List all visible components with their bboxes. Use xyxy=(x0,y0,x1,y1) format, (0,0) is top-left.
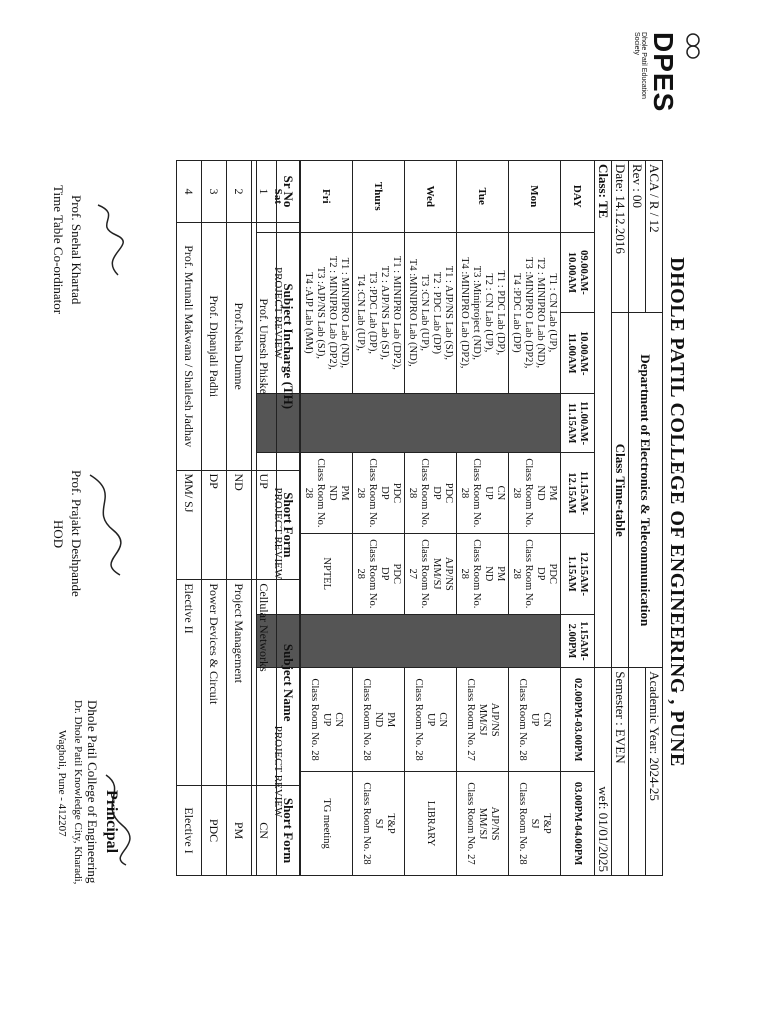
cell: 4 xyxy=(177,161,202,223)
time-slot-6: 1.15AM-2.00PM xyxy=(561,614,595,668)
period-cell: PM ND Class Room No. 28 xyxy=(509,453,561,534)
cell: Prof. Mrunali Makwana / Shailesh Jadhav xyxy=(177,222,202,470)
sat-am-cell: PROJECT REVIEW xyxy=(257,232,301,394)
class-label: Class: TE xyxy=(595,161,612,668)
coordinator-signature xyxy=(88,200,128,280)
lab-cell: T1 : PDC Lab (DP), T2 : CN Lab (UP), T3 :Miniproject (ND), T4 :MINIPRO Lab (DP2), xyxy=(457,232,509,394)
cell: Power Devices & Circuit xyxy=(202,580,227,786)
period-cell: AJP/NS MM/SJ Class Room No. 27 xyxy=(457,668,509,772)
time-slot-5: 12.15AM-1.15AM xyxy=(561,533,595,614)
time-slot-7: 02.00PM-03.00PM xyxy=(561,668,595,772)
doc-title: Class Time-table xyxy=(612,313,629,668)
coordinator-role: Time Table Co-ordinator xyxy=(51,185,66,315)
table-row xyxy=(252,161,277,876)
cell: Elective II xyxy=(177,580,202,786)
table-row xyxy=(177,161,202,876)
period-cell: AJP/NS MM/SJ Class Room No. 27 xyxy=(405,533,457,614)
stamp-line-1: Dhole Patil College of Engineering xyxy=(85,700,100,884)
row-wed xyxy=(405,161,457,876)
cell: CN xyxy=(252,786,277,876)
col-header: Subject Incharge (TH) xyxy=(277,222,300,470)
period-cell: CN UP Class Room No. 28 xyxy=(457,453,509,534)
timetable xyxy=(256,160,663,876)
table-row xyxy=(202,161,227,876)
period-cell: PDC DP Class Room No. 28 xyxy=(509,533,561,614)
cell: 2 xyxy=(227,161,252,223)
break-cell xyxy=(301,394,561,453)
hod-role: HOD xyxy=(51,520,66,549)
period-cell: PDC DP Class Room No. 28 xyxy=(353,453,405,534)
cell: DP xyxy=(202,470,227,580)
day-label: Tue xyxy=(457,161,509,233)
day-label: Wed xyxy=(405,161,457,233)
cell: 1 xyxy=(252,161,277,223)
period-cell: NPTEL xyxy=(301,533,353,614)
period-cell: PM ND Class Room No. 28 xyxy=(301,453,353,534)
department: Department of Electronics & Telecommunication xyxy=(629,313,663,668)
lab-cell: T1 : AJP/NS Lab (SJ), T2 : PDC Lab (DP) T3 :CN Lab (UP), T4 :MINIPRO Lab (ND), xyxy=(405,232,457,394)
period-cell: CN UP Class Room No. 28 xyxy=(405,668,457,772)
row-mon xyxy=(509,161,561,876)
day-label: Thurs xyxy=(353,161,405,233)
academic-year: Academic Year: 2024-25 xyxy=(646,668,663,876)
stamp-line-2: Dr. Dhole Patil Knowledge City, Kharadi, xyxy=(72,700,84,885)
day-label: Sat xyxy=(257,161,301,233)
sat-pm-cell: PROJECT REVIEW xyxy=(257,668,301,876)
period-cell: PM ND Class Room No. 28 xyxy=(353,668,405,772)
cell: ND xyxy=(227,470,252,580)
logo-name: DPES xyxy=(648,32,679,113)
cell: PM xyxy=(227,786,252,876)
cell: PDC xyxy=(202,786,227,876)
cell: Elective I xyxy=(177,786,202,876)
row-thu xyxy=(353,161,405,876)
table-row xyxy=(227,161,252,876)
time-slot-3: 11.00AM-11.15AM xyxy=(561,394,595,453)
period-cell: AJP/NS MM/SJ Class Room No. 27 xyxy=(457,772,509,876)
col-header: Sr No xyxy=(277,161,300,223)
sat-mid-cell: PROJECT REVIEW xyxy=(257,453,301,615)
period-cell: CN UP Class Room No. 28 xyxy=(509,668,561,772)
period-cell: TG meeting xyxy=(301,772,353,876)
subject-table xyxy=(176,160,300,876)
cell: UP xyxy=(252,470,277,580)
col-header: Short Form xyxy=(277,786,300,876)
period-cell: PDC DP Class Room No. 28 xyxy=(353,533,405,614)
coordinator-name: Prof. Snehal Khartad xyxy=(69,195,84,305)
cell: 3 xyxy=(202,161,227,223)
lab-cell: T1 : MINIPRO Lab (DP2), T2 : AJP/NS Lab (SJ), T3 :PDC Lab (DP), T4 :CN Lab (UP), xyxy=(353,232,405,394)
day-header: DAY xyxy=(561,161,595,233)
row-tue xyxy=(457,161,509,876)
day-label: Mon xyxy=(509,161,561,233)
row-fri xyxy=(301,161,353,876)
logo-tagline: Dhole Patil Education Society xyxy=(633,32,647,99)
hod-signature xyxy=(84,470,128,580)
time-slot-8: 03.00PM-04.00PM xyxy=(561,772,595,876)
doc-date: Date: 14.12.2016 xyxy=(612,161,629,313)
college-name: DHOLE PATIL COLLEGE OF ENGINEERING , PUNE xyxy=(666,257,688,767)
semester: Semester : EVEN xyxy=(612,668,629,876)
period-cell: T&P SJ Class Room No. 28 xyxy=(353,772,405,876)
stamp-title: Principal xyxy=(103,790,120,854)
time-slot-2: 10.00AM-11.00AM xyxy=(561,313,595,394)
cell: Project Management xyxy=(227,580,252,786)
hod-name: Prof. Prajakt Deshpande xyxy=(69,470,84,597)
period-cell: T&P SJ Class Room No. 28 xyxy=(509,772,561,876)
lab-cell: T1 : MINIPRO Lab (ND), T2 : MINIPRO Lab (DP2), T3 :AJP/NS Lab (SJ), T4 :AJP Lab (MM) xyxy=(301,232,353,394)
time-slot-1: 09.00AM-10.00AM xyxy=(561,232,595,313)
cell: Prof.Neha Dumne xyxy=(227,222,252,470)
period-cell: CN UP Class Room No. 28 xyxy=(301,668,353,772)
stamp-line-3: Wagholi, Pune - 412207 xyxy=(56,730,68,837)
doc-rev: Rev : 00 xyxy=(629,161,646,313)
cell: Prof. Dipanjali Padhi xyxy=(202,222,227,470)
day-label: Fri xyxy=(301,161,353,233)
period-cell: PM ND Class Room No. 28 xyxy=(457,533,509,614)
wef-date: wef: 01/01/2025 xyxy=(595,668,612,876)
cell: Cellular Networks xyxy=(252,580,277,786)
doc-code: ACA / R / 12 xyxy=(646,161,663,313)
time-slot-4: 11.15AM-12.15AM xyxy=(561,453,595,534)
col-header: Subject Name xyxy=(277,580,300,786)
cell: MM/ SJ xyxy=(177,470,202,580)
lab-cell: T1 : CN Lab (UP), T2 : MINIPRO Lab (ND), T3 :MINIPRO Lab (DP2), T4 :PDC Lab (DP) xyxy=(509,232,561,394)
period-cell: LIBRARY xyxy=(405,772,457,876)
col-header: Short Form xyxy=(277,470,300,580)
period-cell: PDC DP Class Room No. 28 xyxy=(405,453,457,534)
cell: Prof. Umesh Phiske xyxy=(252,222,277,470)
lunch-cell xyxy=(301,614,561,668)
